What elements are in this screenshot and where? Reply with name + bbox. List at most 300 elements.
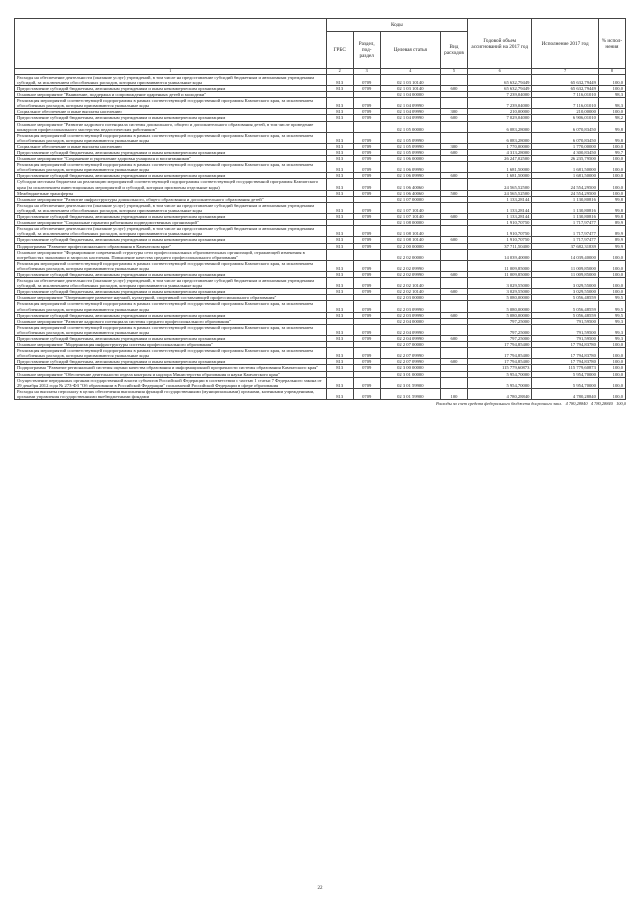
cell-pct: 99,3 [598, 336, 625, 342]
cell-fact: 24 554,29500 [532, 190, 598, 196]
cell-plan: 65 632,79449 [468, 74, 532, 85]
cell-cs: 02 1 06 40060 [380, 179, 440, 190]
cell-fact: 65 632,79449 [532, 85, 598, 91]
cell-pct: 100,0 [598, 260, 625, 271]
cell-name: Реализация мероприятий соответствующей подпрограммы в рамках соответствующей государственной программы Камчатского края, за исключением обособленных расходов, которым присваиваются уникальные коды [15, 132, 327, 143]
cell-cs: 02 2 07 00000 [380, 342, 440, 348]
footer-note-label: Расходы за счет средств федерального бюджета досрочного закл. [435, 401, 563, 406]
header-name [15, 19, 327, 69]
cell-cs: 02 1 06 09990 [380, 162, 440, 173]
cell-fact: 5 954,70000 [532, 371, 598, 377]
cell-fact: 210,00000 [532, 109, 598, 115]
header-codes: Коды [326, 19, 467, 32]
cell-name: Основное мероприятие "Выявление, поддержка и сопровождение одаренных детей и молодежи" [15, 92, 327, 98]
cell-vr [440, 348, 467, 359]
cell-fact: 6 906,01010 [532, 115, 598, 121]
cell-cs: 02 1 04 00000 [380, 92, 440, 98]
cell-name: Основное мероприятие "Социальные гарантии работникам подведомственных организаций" [15, 220, 327, 226]
cell-name: Расходы на обеспечение деятельности (оказание услуг) учреждений, в том числе на предоставление субсидий бюджетным и автономным учреждениям субсидий, за исключением обособленных расходов, которым присваиваются уникальные коды [15, 74, 327, 85]
cell-plan: 5 080,00000 [468, 312, 532, 318]
cell-razdel: 0709 [353, 156, 380, 162]
cell-vr [440, 377, 467, 388]
cell-pct: 100,0 [598, 173, 625, 179]
cell-cs: 02 2 07 09990 [380, 348, 440, 359]
cell-pct: 99,5 [598, 301, 625, 312]
cell-fact: 5 056,48559 [532, 312, 598, 318]
cell-cs: 02 1 08 00000 [380, 220, 440, 226]
cell-cs: 02 1 08 10140 [380, 237, 440, 243]
cell-name: Расходы на обеспечение деятельности (оказание услуг) учреждений, в том числе на предоставление субсидий бюджетным и автономным учреждениям субсидий, за исключением обособленных расходов, которым присваиваются уникальные коды [15, 202, 327, 213]
cell-plan: 5 954,70000 [468, 377, 532, 388]
cell-razdel: 0709 [353, 301, 380, 312]
cell-cs: 02 1 08 10140 [380, 226, 440, 237]
cell-plan: 1 910,70750 [468, 220, 532, 226]
cell-pct: 100,0 [598, 143, 625, 149]
cell-name: Предоставление субсидий бюджетным, автономным учреждениям и иным некоммерческим организациям [15, 115, 327, 121]
colnum: 3 [353, 69, 380, 75]
cell-plan: 7 029,04000 [468, 115, 532, 121]
cell-plan: 17 794,85400 [468, 342, 532, 348]
cell-cs: 02 2 03 09990 [380, 312, 440, 318]
cell-name: Социальное обеспечение и иные выплаты населению [15, 109, 327, 115]
cell-name: Предоставление субсидий бюджетным, автономным учреждениям и иным некоммерческим организациям [15, 173, 327, 179]
table-row [15, 74, 626, 85]
cell-plan: 6 083,28000 [468, 121, 532, 132]
cell-name: Предоставление субсидий бюджетным, автономным учреждениям и иным некоммерческим организациям [15, 237, 327, 243]
cell-pct: 89,9 [598, 220, 625, 226]
cell-plan: 5 954,70000 [468, 371, 532, 377]
cell-pct: 100,0 [598, 289, 625, 295]
cell-razdel: 0709 [353, 324, 380, 335]
footer-note [14, 401, 626, 406]
cell-cs: 02 2 02 00000 [380, 249, 440, 260]
cell-fact: 11 009,85000 [532, 271, 598, 277]
cell-plan: 797,25000 [468, 324, 532, 335]
cell-cs: 02 2 02 09990 [380, 271, 440, 277]
header-plan: Годовой объем ассигнований на 2017 год [468, 19, 532, 69]
cell-pct: 99,3 [598, 324, 625, 335]
cell-cs: 02 1 05 00000 [380, 121, 440, 132]
cell-fact: 1 770,00000 [532, 143, 598, 149]
cell-grbs: 813 [326, 237, 353, 243]
cell-pct: 98,3 [598, 92, 625, 98]
cell-razdel: 0709 [353, 74, 380, 85]
header-tselevaya: Целевая статья [380, 32, 440, 69]
table-row [15, 249, 626, 260]
cell-name: Предоставление субсидий бюджетным, автономным учреждениям и иным некоммерческим организациям [15, 336, 327, 342]
cell-plan: 37 711,50400 [468, 243, 532, 249]
header-fact: Исполнение 2017 год [532, 19, 598, 69]
cell-cs: 02 1 07 10140 [380, 202, 440, 213]
cell-name: Социальное обеспечение и иные выплаты населению [15, 143, 327, 149]
cell-cs: 02 3 01 59900 [380, 377, 440, 388]
cell-plan: 1 681,50000 [468, 162, 532, 173]
cell-plan: 797,25000 [468, 336, 532, 342]
cell-name: Предоставление субсидий бюджетным, автономным учреждениям и иным некоммерческим организациям [15, 150, 327, 156]
cell-razdel: 0709 [353, 132, 380, 143]
cell-pct: 100,0 [598, 377, 625, 388]
cell-name: Реализация мероприятий соответствующей подпрограммы в рамках соответствующей государственной программы Камчатского края, за исключением обособленных расходов, которым присваиваются уникальные коды [15, 98, 327, 109]
cell-fact: 11 009,85000 [532, 260, 598, 271]
cell-grbs: 813 [326, 359, 353, 365]
cell-cs: 02 1 03 10140 [380, 74, 440, 85]
cell-name: Расходы на обеспечение деятельности (оказание услуг) учреждений, в том числе на предоставление субсидий бюджетным и автономным учреждениям субсидий, за исключением обособленных расходов, которым присваиваются уникальные коды [15, 226, 327, 237]
cell-plan: 65 632,79449 [468, 85, 532, 91]
cell-fact: 1 130,80816 [532, 196, 598, 202]
cell-pct: 100,0 [598, 249, 625, 260]
cell-fact: 3 029,55000 [532, 278, 598, 289]
cell-name: Предоставление субсидий бюджетным, автономным учреждениям и иным некоммерческим организациям [15, 289, 327, 295]
cell-name: Предоставление субсидий бюджетным, автономным учреждениям и иным некоммерческим организациям [15, 271, 327, 277]
cell-cs: 02 1 04 09990 [380, 98, 440, 109]
cell-razdel [353, 121, 380, 132]
cell-name: Предоставление субсидий бюджетным, автономным учреждениям и иным некоммерческим организациям [15, 359, 327, 365]
cell-name: Расходы на выплаты персоналу в целях обеспечения выполнения функций государственными (муниципальными) органами, казенными учреждениями, органами управления государственными внебюджетными фондами [15, 388, 327, 399]
cell-cs: 02 2 04 09990 [380, 324, 440, 335]
cell-grbs: 813 [326, 202, 353, 213]
cell-name: Расходы на обеспечение деятельности (оказание услуг) учреждений, в том числе на предоставление субсидий бюджетным и автономным учреждениям субсидий, за исключением обособленных расходов, которым присваиваются уникальные коды [15, 278, 327, 289]
cell-plan: 24 565,52500 [468, 179, 532, 190]
cell-fact: 26 235,79500 [532, 156, 598, 162]
cell-vr: 600 [440, 359, 467, 365]
cell-name: Основное мероприятие "Формирование современной структуры сети профессиональных образовательных организаций, отражающей изменения в потребностях экономики и запросах населения. Повышение качества среднего профессионального образования" [15, 249, 327, 260]
cell-plan: 17 794,85400 [468, 359, 532, 365]
cell-razdel: 0709 [353, 173, 380, 179]
table-row [15, 348, 626, 359]
cell-pct: 100,0 [598, 371, 625, 377]
cell-razdel: 0709 [353, 150, 380, 156]
footer-note-fact: 4 780,28840 [590, 401, 613, 406]
cell-fact: 1 681,50000 [532, 173, 598, 179]
cell-grbs: 813 [326, 143, 353, 149]
cell-name: Субсидии местным бюджетам на реализацию мероприятий соответствующей подпрограммы соответствующей государственной программы Камчатского края (за исключением инвестиционных мероприятий и субсидий, которым присвоены отдельные коды) [15, 179, 327, 190]
budget-table [14, 18, 626, 400]
colnum: 4 [380, 69, 440, 75]
cell-grbs: 813 [326, 85, 353, 91]
cell-vr [440, 74, 467, 85]
cell-cs: 02 2 02 10140 [380, 289, 440, 295]
cell-fact: 6 070,83450 [532, 121, 598, 132]
cell-pct: 100,0 [598, 278, 625, 289]
cell-name: Осуществление переданных органам государственной власти субъектов Российской Федерации в соответствии с частью 1 статьи 7 Федерального закона от 29 декабря 2012 года № 273-ФЗ "Об образовании в Российской Федерации" полномочий Российской Федерации в сфере образования [15, 377, 327, 388]
cell-razdel: 0709 [353, 377, 380, 388]
cell-pct: 89,9 [598, 226, 625, 237]
cell-razdel: 0709 [353, 109, 380, 115]
cell-grbs: 813 [326, 312, 353, 318]
cell-grbs: 813 [326, 365, 353, 371]
colnum: 1 [15, 69, 327, 75]
cell-grbs: 813 [326, 336, 353, 342]
cell-fact: 791,59500 [532, 336, 598, 342]
cell-cs: 02 2 00 00000 [380, 243, 440, 249]
cell-fact: 17 794,83780 [532, 348, 598, 359]
cell-razdel: 0709 [353, 85, 380, 91]
cell-name: Подпрограмма "Развитие профессионального образования в Камчатском крае" [15, 243, 327, 249]
cell-cs: 02 1 05 09990 [380, 150, 440, 156]
cell-grbs: 813 [326, 388, 353, 399]
cell-cs: 02 1 04 09990 [380, 115, 440, 121]
cell-plan: 11 009,85000 [468, 271, 532, 277]
cell-razdel: 0709 [353, 260, 380, 271]
cell-razdel: 0709 [353, 162, 380, 173]
table-row [15, 98, 626, 109]
cell-plan: 5 080,00000 [468, 295, 532, 301]
cell-fact: 17 794,83780 [532, 342, 598, 348]
cell-vr: 300 [440, 109, 467, 115]
cell-plan: 11 009,85000 [468, 260, 532, 271]
cell-fact: 791,59500 [532, 318, 598, 324]
cell-vr [440, 249, 467, 260]
cell-vr [440, 202, 467, 213]
cell-grbs: 813 [326, 348, 353, 359]
cell-cs: 02 1 07 00000 [380, 196, 440, 202]
cell-plan: 17 794,85400 [468, 348, 532, 359]
cell-grbs: 813 [326, 150, 353, 156]
cell-fact: 1 130,80816 [532, 214, 598, 220]
cell-fact: 7 116,01010 [532, 98, 598, 109]
cell-grbs: 813 [326, 156, 353, 162]
footer-note-plan: 4 780,28840 [565, 401, 588, 406]
table-row [15, 162, 626, 173]
cell-fact: 5 056,48559 [532, 295, 598, 301]
cell-pct: 99,8 [598, 121, 625, 132]
cell-plan: 1 133,28144 [468, 202, 532, 213]
cell-razdel [353, 249, 380, 260]
cell-cs: 02 1 05 09990 [380, 132, 440, 143]
cell-name: Межбюджетные трансферты [15, 190, 327, 196]
cell-plan: 3 029,55000 [468, 289, 532, 295]
cell-plan: 797,25000 [468, 318, 532, 324]
cell-fact: 65 632,79449 [532, 74, 598, 85]
cell-plan: 1 681,50000 [468, 173, 532, 179]
cell-grbs: 813 [326, 173, 353, 179]
cell-fact: 5 056,48559 [532, 301, 598, 312]
cell-razdel: 0709 [353, 226, 380, 237]
cell-cs: 02 2 04 00000 [380, 318, 440, 324]
cell-pct: 99,8 [598, 214, 625, 220]
colnum: 2 [326, 69, 353, 75]
cell-razdel: 0709 [353, 348, 380, 359]
cell-razdel: 0709 [353, 98, 380, 109]
page-number: 22 [317, 886, 323, 891]
cell-name: Реализация мероприятий соответствующей подпрограммы в рамках соответствующей государственной программы Камчатского края, за исключением обособленных расходов, которым присваиваются уникальные коды [15, 301, 327, 312]
cell-vr [440, 179, 467, 190]
cell-vr: 600 [440, 312, 467, 318]
cell-plan: 14 039,40000 [468, 249, 532, 260]
cell-name: Предоставление субсидий бюджетным, автономным учреждениям и иным некоммерческим организациям [15, 85, 327, 91]
cell-fact: 4 300,83450 [532, 150, 598, 156]
colnum: 5 [440, 69, 467, 75]
cell-fact: 4 780,28840 [532, 388, 598, 399]
cell-grbs: 813 [326, 301, 353, 312]
cell-pct: 99,8 [598, 132, 625, 143]
table-row [15, 202, 626, 213]
cell-grbs: 813 [326, 132, 353, 143]
cell-razdel: 0709 [353, 359, 380, 365]
cell-razdel: 0709 [353, 278, 380, 289]
cell-cs: 02 3 00 00000 [380, 365, 440, 371]
cell-plan: 1 133,28144 [468, 214, 532, 220]
cell-grbs: 813 [326, 190, 353, 196]
cell-vr: 600 [440, 115, 467, 121]
cell-cs: 02 2 02 10140 [380, 278, 440, 289]
cell-razdel: 0709 [353, 271, 380, 277]
cell-cs: 02 3 01 59900 [380, 388, 440, 399]
cell-pct: 98,2 [598, 115, 625, 121]
colnum: 6 [468, 69, 532, 75]
cell-grbs: 813 [326, 115, 353, 121]
cell-vr: 100 [440, 388, 467, 399]
cell-cs: 02 1 04 09990 [380, 109, 440, 115]
cell-cs: 02 1 06 00000 [380, 156, 440, 162]
cell-fact: 1 717,97477 [532, 220, 598, 226]
table-row [15, 388, 626, 399]
cell-razdel: 0709 [353, 237, 380, 243]
cell-plan: 3 029,55000 [468, 278, 532, 289]
header-razdel: Раздел, под-раздел [353, 32, 380, 69]
cell-fact: 37 682,31839 [532, 243, 598, 249]
header-vid: Вид расходов [440, 32, 467, 69]
cell-razdel: 0709 [353, 336, 380, 342]
cell-razdel: 0709 [353, 388, 380, 399]
cell-fact: 1 130,80816 [532, 202, 598, 213]
cell-razdel: 0709 [353, 115, 380, 121]
cell-plan: 4 780,28840 [468, 388, 532, 399]
cell-razdel: 0709 [353, 289, 380, 295]
cell-name: Реализация мероприятий соответствующей подпрограммы в рамках соответствующей государственной программы Камчатского края, за исключением обособленных расходов, которым присваиваются уникальные коды [15, 324, 327, 335]
cell-vr [440, 121, 467, 132]
cell-pct: 100,0 [598, 162, 625, 173]
cell-grbs [326, 121, 353, 132]
cell-plan: 4 313,28000 [468, 150, 532, 156]
table-row [15, 179, 626, 190]
colnum: 7 [532, 69, 598, 75]
cell-razdel: 0709 [353, 312, 380, 318]
cell-vr: 600 [440, 289, 467, 295]
cell-vr [440, 324, 467, 335]
cell-vr: 600 [440, 214, 467, 220]
cell-grbs: 813 [326, 243, 353, 249]
cell-plan: 24 565,52500 [468, 190, 532, 196]
cell-fact: 6 070,83450 [532, 132, 598, 143]
cell-plan: 1 133,28144 [468, 196, 532, 202]
cell-grbs: 813 [326, 179, 353, 190]
cell-fact: 5 954,70000 [532, 377, 598, 388]
cell-cs: 02 2 04 09990 [380, 336, 440, 342]
cell-cs: 02 2 03 00000 [380, 295, 440, 301]
cell-grbs: 813 [326, 377, 353, 388]
cell-plan: 7 239,04000 [468, 92, 532, 98]
cell-fact: 1 717,97477 [532, 237, 598, 243]
cell-plan: 7 239,04000 [468, 98, 532, 109]
cell-fact: 791,59500 [532, 324, 598, 335]
cell-pct: 100,0 [598, 156, 625, 162]
cell-vr: 500 [440, 190, 467, 196]
cell-vr [440, 301, 467, 312]
cell-name: Основное мероприятие "Развитие кадрового потенциала системы дошкольного, общего и дополнительного образования детей, в том числе проведение конкурсов профессионального мастерства педагогических работников" [15, 121, 327, 132]
cell-pct: 100,0 [598, 388, 625, 399]
cell-pct: 100,0 [598, 271, 625, 277]
cell-razdel: 0709 [353, 143, 380, 149]
cell-pct: 100,0 [598, 74, 625, 85]
cell-fact: 115 779,60873 [532, 365, 598, 371]
cell-razdel: 0709 [353, 190, 380, 196]
cell-plan: 1 910,70750 [468, 237, 532, 243]
cell-plan: 1 910,70750 [468, 226, 532, 237]
cell-pct: 100,0 [598, 359, 625, 365]
cell-grbs [326, 249, 353, 260]
cell-vr: 600 [440, 237, 467, 243]
cell-fact: 3 029,55000 [532, 289, 598, 295]
colnum: 8 [598, 69, 625, 75]
cell-vr: 300 [440, 143, 467, 149]
footer-note-pct: 100,0 [616, 401, 626, 406]
table-row [15, 132, 626, 143]
cell-name: Предоставление субсидий бюджетным, автономным учреждениям и иным некоммерческим организациям [15, 312, 327, 318]
cell-name: Подпрограмма "Развитие региональной системы оценки качества образования и информационной прозрачности системы образования Камчатского края" [15, 365, 327, 371]
cell-fact: 17 794,83780 [532, 359, 598, 365]
cell-fact: 1 681,50000 [532, 162, 598, 173]
cell-plan: 6 083,28000 [468, 132, 532, 143]
cell-pct: 100,0 [598, 85, 625, 91]
table-row [15, 121, 626, 132]
cell-pct: 98,3 [598, 98, 625, 109]
cell-cs: 02 1 03 10140 [380, 85, 440, 91]
cell-pct: 99,9 [598, 243, 625, 249]
cell-cs: 02 2 02 09990 [380, 260, 440, 271]
cell-vr [440, 226, 467, 237]
cell-razdel: 0709 [353, 202, 380, 213]
table-row [15, 278, 626, 289]
table-body [15, 69, 626, 400]
cell-pct: 99,5 [598, 312, 625, 318]
cell-pct: 89,9 [598, 237, 625, 243]
cell-vr: 600 [440, 271, 467, 277]
cell-cs: 02 2 03 09990 [380, 301, 440, 312]
table-row [15, 226, 626, 237]
cell-razdel: 0709 [353, 243, 380, 249]
cell-grbs: 813 [326, 289, 353, 295]
cell-name: Основное мероприятие "Развитие кадрового потенциала системы среднего профессионального образования" [15, 318, 327, 324]
cell-pct: 99,3 [598, 318, 625, 324]
cell-fact: 7 116,01010 [532, 92, 598, 98]
cell-fact: 14 039,40000 [532, 249, 598, 260]
cell-grbs: 813 [326, 109, 353, 115]
cell-plan: 5 080,00000 [468, 301, 532, 312]
table-row [15, 377, 626, 388]
cell-grbs: 813 [326, 162, 353, 173]
cell-cs: 02 1 05 09990 [380, 143, 440, 149]
cell-grbs: 813 [326, 98, 353, 109]
cell-pct: 100,0 [598, 348, 625, 359]
cell-pct: 100,0 [598, 342, 625, 348]
cell-plan: 1 770,00000 [468, 143, 532, 149]
cell-vr: 600 [440, 173, 467, 179]
cell-name: Реализация мероприятий соответствующей подпрограммы в рамках соответствующей государственной программы Камчатского края, за исключением обособленных расходов, которым присваиваются уникальные коды [15, 348, 327, 359]
cell-name: Основное мероприятие "Модернизация инфраструктуры системы профессионального образования" [15, 342, 327, 348]
cell-vr: 600 [440, 150, 467, 156]
cell-plan: 115 779,60873 [468, 365, 532, 371]
cell-grbs: 813 [326, 271, 353, 277]
cell-vr [440, 98, 467, 109]
cell-fact: 1 717,97477 [532, 226, 598, 237]
cell-vr: 600 [440, 85, 467, 91]
cell-cs: 02 1 06 09990 [380, 173, 440, 179]
cell-pct: 100,0 [598, 109, 625, 115]
cell-grbs: 813 [326, 260, 353, 271]
cell-grbs: 813 [326, 278, 353, 289]
cell-name: Основное мероприятие "Сохранение и укрепление здоровья учащихся и воспитанников" [15, 156, 327, 162]
